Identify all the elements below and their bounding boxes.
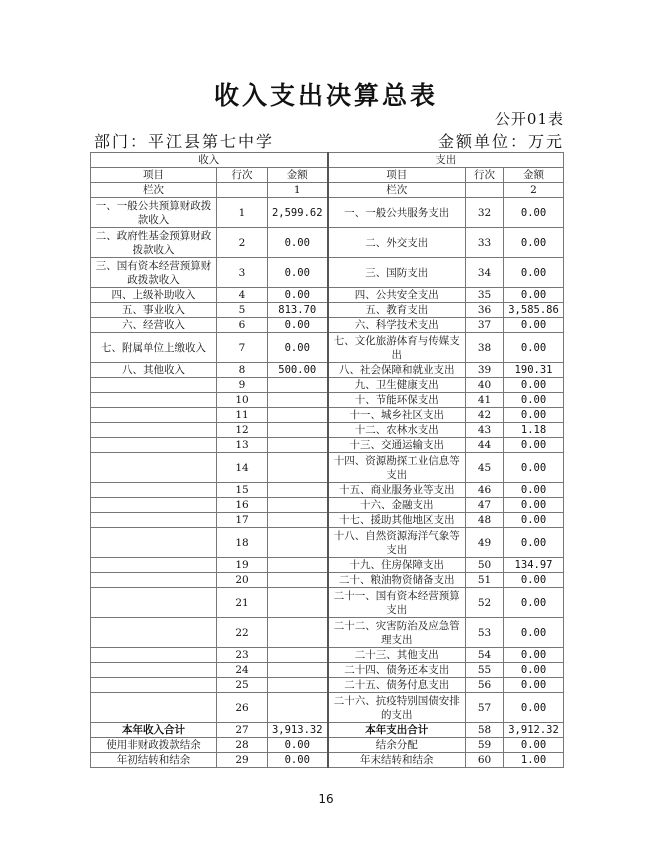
page-title: 收入支出决算总表 <box>213 81 438 110</box>
expense-item-cell: 二十二、灾害防治及应急管理支出 <box>328 618 466 648</box>
column-index-empty <box>217 183 268 198</box>
expense-amount-cell: 0.00 <box>504 408 564 423</box>
income-amount-cell <box>268 618 328 648</box>
income-item-cell: 四、上级补助收入 <box>91 288 217 303</box>
expense-amount-cell: 190.31 <box>504 363 564 378</box>
income-amount-header: 金额 <box>268 168 328 183</box>
income-line-cell: 20 <box>217 573 268 588</box>
income-line-cell: 24 <box>217 663 268 678</box>
table-row <box>91 678 564 693</box>
income-item-cell: 使用非财政拨款结余 <box>91 738 217 753</box>
expense-line-cell: 51 <box>466 573 504 588</box>
income-line-cell: 1 <box>217 198 268 228</box>
income-amount-cell: 0.00 <box>268 228 328 258</box>
table-row <box>91 693 564 723</box>
expense-line-cell: 49 <box>466 528 504 558</box>
expense-item-cell: 二十五、债务付息支出 <box>328 678 466 693</box>
income-amount-cell: 0.00 <box>268 333 328 363</box>
income-amount-cell: 813.70 <box>268 303 328 318</box>
expense-amount-cell: 0.00 <box>504 228 564 258</box>
income-item-cell <box>91 438 217 453</box>
expense-item-cell: 十七、援助其他地区支出 <box>328 513 466 528</box>
expense-item-cell: 二十一、国有资本经营预算支出 <box>328 588 466 618</box>
expense-line-cell: 48 <box>466 513 504 528</box>
table-row <box>91 423 564 438</box>
income-amount-cell: 0.00 <box>268 738 328 753</box>
expense-amount-cell: 1.00 <box>504 753 564 768</box>
income-item-cell <box>91 498 217 513</box>
expense-line-cell: 32 <box>466 198 504 228</box>
expense-amount-cell: 3,585.86 <box>504 303 564 318</box>
expense-amount-cell: 0.00 <box>504 453 564 483</box>
income-amount-cell: 500.00 <box>268 363 328 378</box>
expense-amount-cell: 0.00 <box>504 438 564 453</box>
expense-line-cell: 40 <box>466 378 504 393</box>
table-row <box>91 198 564 228</box>
income-line-cell: 26 <box>217 693 268 723</box>
income-column-index: 1 <box>268 183 328 198</box>
table-row <box>91 498 564 513</box>
expense-amount-cell: 0.00 <box>504 663 564 678</box>
amount-unit-label: 金额单位：万元 <box>437 132 564 151</box>
expense-amount-cell: 0.00 <box>504 738 564 753</box>
table-row <box>91 363 564 378</box>
expense-line-cell: 57 <box>466 693 504 723</box>
income-line-cell: 16 <box>217 498 268 513</box>
table-row <box>91 618 564 648</box>
expense-amount-cell: 0.00 <box>504 693 564 723</box>
expense-amount-cell: 0.00 <box>504 678 564 693</box>
income-amount-cell <box>268 498 328 513</box>
income-expense-table <box>90 152 564 768</box>
expense-column-index: 2 <box>504 183 564 198</box>
income-line-cell: 28 <box>217 738 268 753</box>
income-amount-cell: 0.00 <box>268 753 328 768</box>
expense-amount-cell: 0.00 <box>504 318 564 333</box>
expense-line-cell: 59 <box>466 738 504 753</box>
income-line-cell: 11 <box>217 408 268 423</box>
expense-item-cell: 十四、资源勘探工业信息等支出 <box>328 453 466 483</box>
income-item-cell: 五、事业收入 <box>91 303 217 318</box>
income-amount-cell <box>268 438 328 453</box>
income-amount-cell <box>268 693 328 723</box>
expense-line-cell: 47 <box>466 498 504 513</box>
table-row <box>91 663 564 678</box>
income-line-header: 行次 <box>217 168 268 183</box>
income-item-cell <box>91 558 217 573</box>
expense-amount-cell: 0.00 <box>504 513 564 528</box>
income-item-cell <box>91 618 217 648</box>
income-line-cell: 19 <box>217 558 268 573</box>
income-amount-cell <box>268 678 328 693</box>
income-amount-cell <box>268 483 328 498</box>
income-line-cell: 8 <box>217 363 268 378</box>
income-amount-cell <box>268 453 328 483</box>
income-line-cell: 15 <box>217 483 268 498</box>
expense-amount-cell: 0.00 <box>504 393 564 408</box>
income-item-cell <box>91 393 217 408</box>
expense-item-cell: 二十六、抗疫特别国债安排的支出 <box>328 693 466 723</box>
income-amount-cell <box>268 513 328 528</box>
expense-line-cell: 45 <box>466 453 504 483</box>
expense-line-header: 行次 <box>466 168 504 183</box>
table-row <box>91 378 564 393</box>
income-line-cell: 3 <box>217 258 268 288</box>
income-item-cell <box>91 573 217 588</box>
column-header-row <box>91 168 564 183</box>
income-item-cell: 本年收入合计 <box>91 723 217 738</box>
expense-item-cell: 十六、金融支出 <box>328 498 466 513</box>
income-amount-cell <box>268 378 328 393</box>
table-row <box>91 318 564 333</box>
expense-item-cell: 十、节能环保支出 <box>328 393 466 408</box>
expense-line-cell: 33 <box>466 228 504 258</box>
expense-item-cell: 二十三、其他支出 <box>328 648 466 663</box>
expense-line-cell: 34 <box>466 258 504 288</box>
income-line-cell: 29 <box>217 753 268 768</box>
table-row <box>91 528 564 558</box>
table-row <box>91 573 564 588</box>
income-item-cell <box>91 453 217 483</box>
expense-line-cell: 41 <box>466 393 504 408</box>
expense-line-cell: 35 <box>466 288 504 303</box>
expense-item-cell: 九、卫生健康支出 <box>328 378 466 393</box>
income-line-cell: 7 <box>217 333 268 363</box>
expense-item-cell: 二十四、债务还本支出 <box>328 663 466 678</box>
total-row <box>91 753 564 768</box>
income-line-cell: 25 <box>217 678 268 693</box>
expense-line-cell: 39 <box>466 363 504 378</box>
income-item-cell: 三、国有资本经营预算财政拨款收入 <box>91 258 217 288</box>
income-amount-cell <box>268 648 328 663</box>
section-header-row <box>91 153 564 168</box>
expense-line-cell: 38 <box>466 333 504 363</box>
income-amount-cell <box>268 408 328 423</box>
income-item-cell <box>91 648 217 663</box>
expense-item-cell: 六、科学技术支出 <box>328 318 466 333</box>
income-item-header: 项目 <box>91 168 217 183</box>
income-line-cell: 6 <box>217 318 268 333</box>
income-amount-cell: 0.00 <box>268 288 328 303</box>
column-index-row <box>91 183 564 198</box>
expense-item-cell: 十八、自然资源海洋气象等支出 <box>328 528 466 558</box>
expense-item-cell: 十九、住房保障支出 <box>328 558 466 573</box>
income-line-cell: 5 <box>217 303 268 318</box>
expense-line-cell: 42 <box>466 408 504 423</box>
income-amount-cell: 0.00 <box>268 318 328 333</box>
income-amount-cell <box>268 588 328 618</box>
income-amount-cell <box>268 663 328 678</box>
expense-amount-cell: 0.00 <box>504 498 564 513</box>
expense-item-cell: 十三、交通运输支出 <box>328 438 466 453</box>
expense-item-cell: 十五、商业服务业等支出 <box>328 483 466 498</box>
income-item-cell <box>91 513 217 528</box>
income-item-cell <box>91 423 217 438</box>
income-item-cell: 六、经营收入 <box>91 318 217 333</box>
income-amount-cell <box>268 528 328 558</box>
table-row <box>91 588 564 618</box>
table-row <box>91 453 564 483</box>
income-line-cell: 4 <box>217 288 268 303</box>
expense-line-cell: 58 <box>466 723 504 738</box>
income-line-cell: 23 <box>217 648 268 663</box>
expense-amount-cell: 0.00 <box>504 483 564 498</box>
column-index-label: 栏次 <box>91 183 217 198</box>
expense-section-header: 支出 <box>328 153 564 168</box>
expense-item-cell: 本年支出合计 <box>328 723 466 738</box>
expense-item-cell: 八、社会保障和就业支出 <box>328 363 466 378</box>
expense-amount-cell: 0.00 <box>504 588 564 618</box>
expense-line-cell: 56 <box>466 678 504 693</box>
table-row <box>91 513 564 528</box>
income-item-cell <box>91 528 217 558</box>
income-line-cell: 21 <box>217 588 268 618</box>
table-row <box>91 333 564 363</box>
expense-amount-cell: 0.00 <box>504 573 564 588</box>
expense-amount-cell: 0.00 <box>504 258 564 288</box>
expense-item-cell: 七、文化旅游体育与传媒支出 <box>328 333 466 363</box>
income-item-cell: 一、一般公共预算财政拨款收入 <box>91 198 217 228</box>
income-item-cell <box>91 678 217 693</box>
column-index-empty-expense <box>466 183 504 198</box>
expense-amount-cell: 0.00 <box>504 333 564 363</box>
expense-amount-cell: 0.00 <box>504 648 564 663</box>
income-amount-cell <box>268 393 328 408</box>
income-item-cell: 年初结转和结余 <box>91 753 217 768</box>
income-item-cell: 八、其他收入 <box>91 363 217 378</box>
expense-amount-cell: 0.00 <box>504 288 564 303</box>
expense-line-cell: 46 <box>466 483 504 498</box>
income-line-cell: 10 <box>217 393 268 408</box>
expense-item-cell: 一、一般公共服务支出 <box>328 198 466 228</box>
income-line-cell: 17 <box>217 513 268 528</box>
income-line-cell: 27 <box>217 723 268 738</box>
expense-line-cell: 43 <box>466 423 504 438</box>
expense-item-header: 项目 <box>328 168 466 183</box>
column-index-label-expense: 栏次 <box>328 183 466 198</box>
form-number: 公开01表 <box>494 110 564 128</box>
page-number: 16 <box>318 792 334 806</box>
income-amount-cell <box>268 558 328 573</box>
table-row <box>91 408 564 423</box>
income-line-cell: 12 <box>217 423 268 438</box>
income-item-cell <box>91 408 217 423</box>
income-amount-cell: 0.00 <box>268 258 328 288</box>
expense-item-cell: 四、公共安全支出 <box>328 288 466 303</box>
expense-item-cell: 结余分配 <box>328 738 466 753</box>
expense-line-cell: 53 <box>466 618 504 648</box>
expense-line-cell: 55 <box>466 663 504 678</box>
expense-line-cell: 52 <box>466 588 504 618</box>
expense-item-cell: 十一、城乡社区支出 <box>328 408 466 423</box>
expense-amount-cell: 0.00 <box>504 378 564 393</box>
expense-line-cell: 50 <box>466 558 504 573</box>
table-row <box>91 288 564 303</box>
income-amount-cell <box>268 423 328 438</box>
expense-amount-cell: 0.00 <box>504 198 564 228</box>
table-row <box>91 303 564 318</box>
expense-amount-cell: 0.00 <box>504 618 564 648</box>
income-line-cell: 18 <box>217 528 268 558</box>
expense-amount-cell: 1.18 <box>504 423 564 438</box>
expense-item-cell: 二、外交支出 <box>328 228 466 258</box>
income-item-cell <box>91 483 217 498</box>
expense-amount-cell: 3,912.32 <box>504 723 564 738</box>
income-line-cell: 13 <box>217 438 268 453</box>
expense-line-cell: 54 <box>466 648 504 663</box>
expense-item-cell: 三、国防支出 <box>328 258 466 288</box>
total-row <box>91 723 564 738</box>
expense-item-cell: 二十、粮油物资储备支出 <box>328 573 466 588</box>
income-item-cell: 二、政府性基金预算财政拨款收入 <box>91 228 217 258</box>
income-line-cell: 9 <box>217 378 268 393</box>
table-row <box>91 438 564 453</box>
income-amount-cell: 2,599.62 <box>268 198 328 228</box>
total-row <box>91 738 564 753</box>
expense-amount-cell: 134.97 <box>504 558 564 573</box>
income-amount-cell <box>268 573 328 588</box>
table-row <box>91 483 564 498</box>
expense-item-cell: 年末结转和结余 <box>328 753 466 768</box>
income-line-cell: 2 <box>217 228 268 258</box>
income-item-cell <box>91 693 217 723</box>
income-item-cell: 七、附属单位上缴收入 <box>91 333 217 363</box>
department-label: 部门：平江县第七中学 <box>94 132 275 151</box>
expense-line-cell: 36 <box>466 303 504 318</box>
expense-item-cell: 十二、农林水支出 <box>328 423 466 438</box>
expense-line-cell: 37 <box>466 318 504 333</box>
income-amount-cell: 3,913.32 <box>268 723 328 738</box>
expense-amount-header: 金额 <box>504 168 564 183</box>
expense-line-cell: 60 <box>466 753 504 768</box>
income-item-cell <box>91 378 217 393</box>
income-line-cell: 22 <box>217 618 268 648</box>
table-row <box>91 393 564 408</box>
income-line-cell: 14 <box>217 453 268 483</box>
table-row <box>91 558 564 573</box>
expense-amount-cell: 0.00 <box>504 528 564 558</box>
income-section-header: 收入 <box>91 153 328 168</box>
expense-line-cell: 44 <box>466 438 504 453</box>
table-row <box>91 258 564 288</box>
expense-item-cell: 五、教育支出 <box>328 303 466 318</box>
income-item-cell <box>91 663 217 678</box>
table-row <box>91 648 564 663</box>
income-item-cell <box>91 588 217 618</box>
table-row <box>91 228 564 258</box>
